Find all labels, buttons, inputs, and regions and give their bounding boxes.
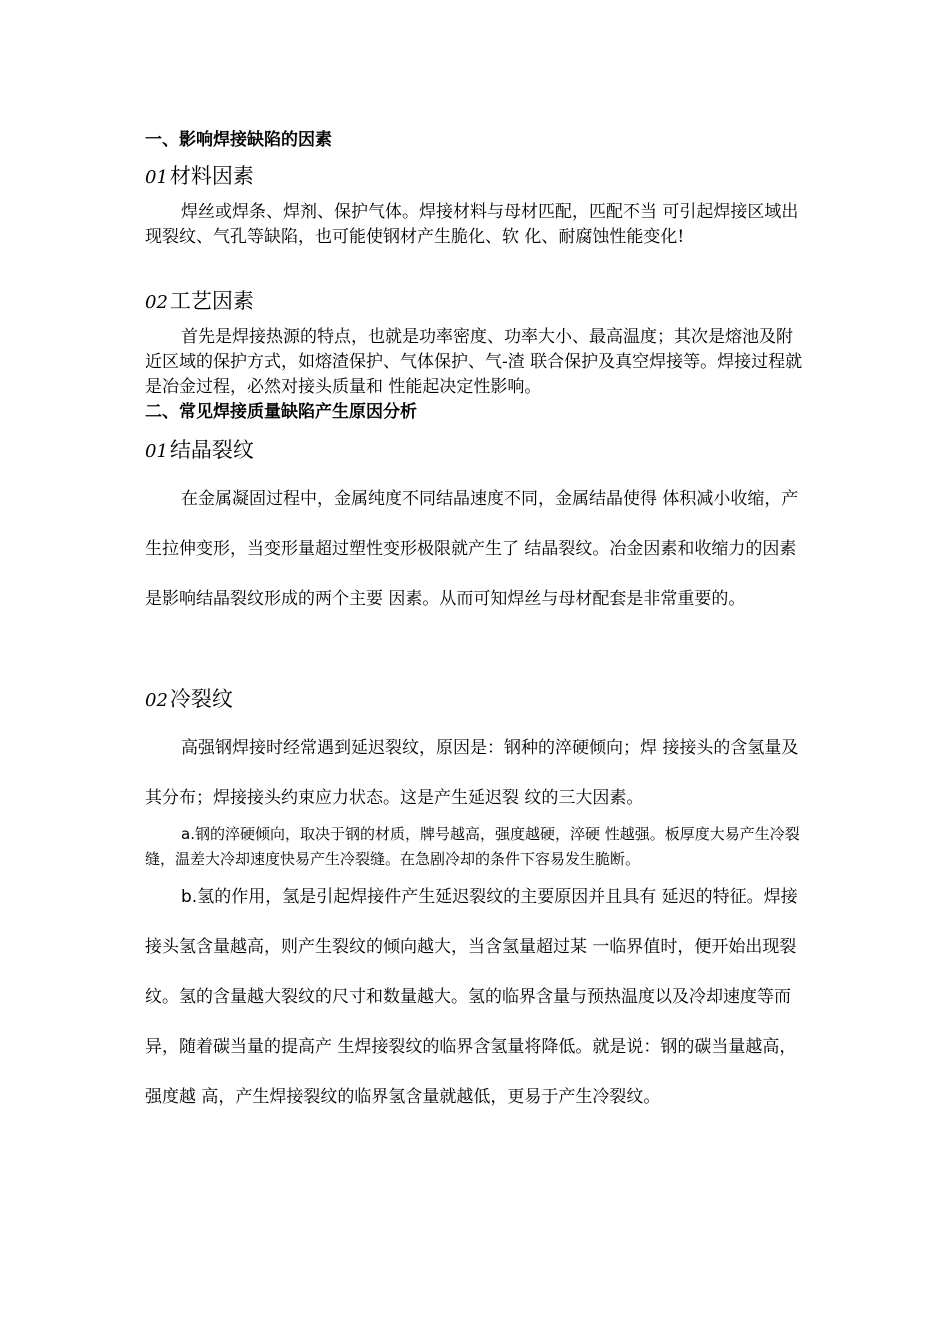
heading-number: 01	[145, 167, 168, 188]
heading-text: 结晶裂纹	[169, 438, 254, 462]
section1-title: 一、影响焊接缺陷的因素	[145, 130, 332, 150]
section2-paragraph-cold-crack: 高强钢焊接时经常遇到延迟裂纹，原因是：钢种的淬硬倾向；焊 接接头的含氢量及其分布；焊接接头约束应力状态。这是产生延迟裂 纹的三大因素。	[145, 738, 799, 808]
heading-text: 工艺因素	[169, 289, 254, 313]
section2-heading-cold-crack	[145, 685, 805, 715]
section1-paragraph-materials: 焊丝或焊条、焊剂、保护气体。焊接材料与母材匹配，匹配不当 可引起焊接区域出现裂纹、气孔等缺陷，也可能使钢材产生脆化、软 化、耐腐蚀性能变化!	[145, 202, 799, 247]
heading-text: 材料因素	[169, 164, 254, 188]
section2-heading-crystal-crack	[145, 436, 805, 466]
section2-point-a: a.钢的淬硬倾向，取决于钢的材质，牌号越高，强度越硬，淬硬 性越强。板厚度大易产生冷裂缝，温差大冷却速度快易产生冷裂缝。在急剧冷却的条件下容易发生脆断。	[145, 825, 800, 868]
heading-number: 02	[145, 292, 168, 313]
section1-heading-process	[145, 287, 805, 317]
section2-title: 二、常见焊接质量缺陷产生原因分析	[145, 402, 417, 422]
section2-paragraph-crystal-crack: 在金属凝固过程中，金属纯度不同结晶速度不同，金属结晶使得 体积减小收缩，产生拉伸变形，当变形量超过塑性变形极限就产生了 结晶裂纹。冶金因素和收缩力的因素是影响结晶裂纹形成的两个主要 因素。从而可知焊丝与母材配套是非常重要的。	[145, 489, 799, 609]
section1-heading-materials	[145, 162, 805, 192]
heading-text: 冷裂纹	[169, 687, 233, 711]
heading-number: 02	[145, 690, 168, 711]
section1-paragraph-process: 首先是焊接热源的特点，也就是功率密度、功率大小、最高温度；其次是熔池及附近区域的保护方式，如熔渣保护、气体保护、气-渣 联合保护及真空焊接等。焊接过程就是冶金过程，必然对接头质量和 性能起决定性影响。	[145, 327, 803, 397]
section2-point-b: b.氢的作用，氢是引起焊接件产生延迟裂纹的主要原因并且具有 延迟的特征。焊接接头氢含量越高，则产生裂纹的倾向越大，当含氢量超过某 一临界值时，便开始出现裂纹。氢的含量越大裂纹的尺寸和数量越大。氢的临界含量与预热温度以及冷却速度等而异，随着碳当量的提高产 生焊接裂纹的临界含氢量将降低。就是说：钢的碳当量越高，强度越 高，产生焊接裂纹的临界氢含量就越低，更易于产生冷裂纹。	[145, 887, 798, 1107]
heading-number: 01	[145, 441, 168, 462]
